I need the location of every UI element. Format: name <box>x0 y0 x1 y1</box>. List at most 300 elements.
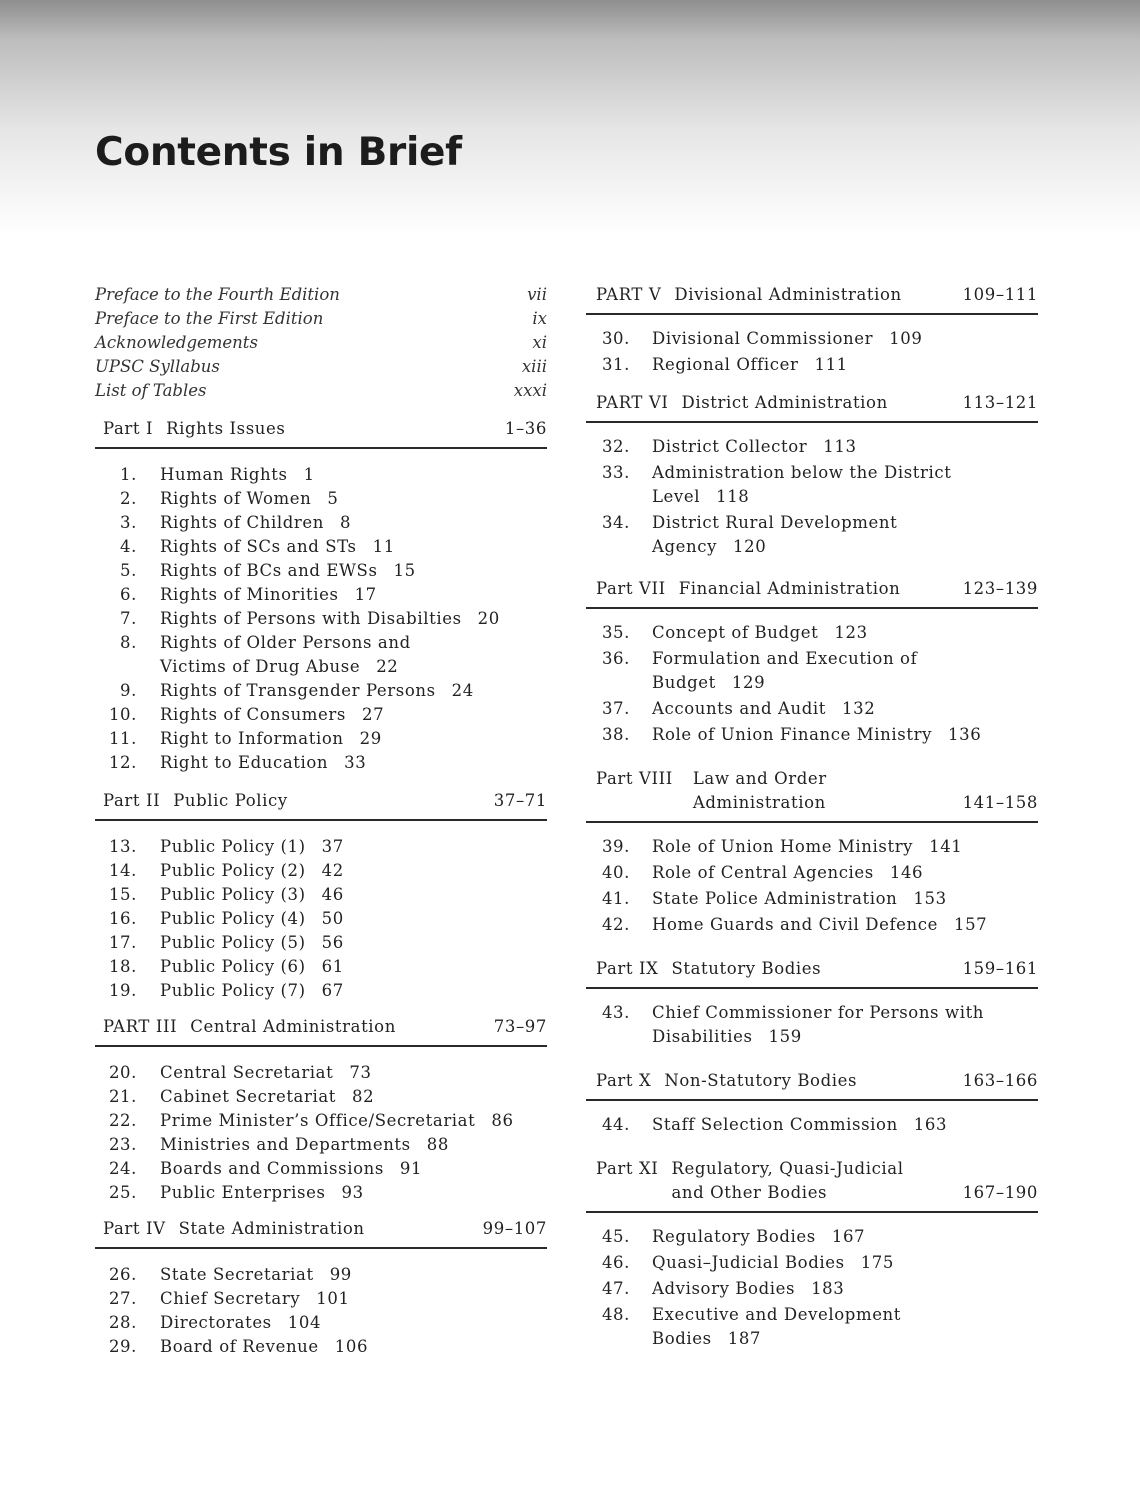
part-heading[interactable] <box>95 789 547 821</box>
chapter-number: 28. <box>108 1313 137 1332</box>
chapter-item[interactable] <box>95 703 547 727</box>
chapter-number: 37. <box>601 699 630 718</box>
chapter-item[interactable] <box>95 835 547 859</box>
chapter-number: 10. <box>108 705 137 724</box>
chapter-item[interactable] <box>586 835 1038 859</box>
chapter-page: 136 <box>948 725 982 744</box>
chapter-list <box>586 1101 1038 1137</box>
chapter-page: 11 <box>372 537 395 556</box>
chapter-title: Boards and Commissions <box>160 1159 384 1178</box>
chapter-entry <box>160 955 344 979</box>
chapter-title: Rights of Minorities <box>160 585 339 604</box>
chapter-number: 18. <box>108 957 137 976</box>
part-heading[interactable] <box>586 577 1038 609</box>
chapter-number: 12. <box>108 753 137 772</box>
chapter-entry <box>160 859 344 883</box>
chapter-entry <box>652 861 923 885</box>
chapter-item[interactable] <box>95 535 547 559</box>
part-title: Divisional Administration <box>674 285 902 304</box>
chapter-page: 187 <box>727 1329 762 1348</box>
chapter-number: 14. <box>108 861 137 880</box>
chapter-page: 101 <box>316 1289 350 1308</box>
chapter-title: Public Policy (1) <box>160 837 306 856</box>
chapter-number: 43. <box>601 1003 630 1022</box>
chapter-entry <box>160 907 344 931</box>
chapter-title: Rights of Transgender Persons <box>160 681 436 700</box>
part-heading[interactable] <box>586 957 1038 989</box>
chapter-title: Rights of Persons with Disabilties <box>160 609 462 628</box>
chapter-item[interactable] <box>95 727 547 751</box>
chapter-page: 123 <box>834 623 868 642</box>
chapter-item[interactable] <box>586 861 1038 885</box>
chapter-item[interactable] <box>95 559 547 583</box>
part-name <box>596 1157 941 1205</box>
chapter-number: 41. <box>601 889 630 908</box>
chapter-entry <box>652 647 992 695</box>
chapter-title: Public Policy (4) <box>160 909 306 928</box>
chapter-page: 1 <box>303 465 315 484</box>
chapter-list <box>586 989 1038 1049</box>
chapter-page: 22 <box>376 657 399 676</box>
part-title: Statutory Bodies <box>671 959 822 978</box>
chapter-number: 26. <box>108 1265 137 1284</box>
chapter-page: 50 <box>321 909 344 928</box>
part-title: Non-Statutory Bodies <box>664 1071 858 1090</box>
chapter-item[interactable] <box>586 1225 1038 1249</box>
front-matter-item[interactable] <box>95 331 547 355</box>
chapter-entry <box>652 1277 844 1301</box>
chapter-list <box>586 315 1038 377</box>
part-heading[interactable] <box>586 391 1038 423</box>
chapter-title: Regional Officer <box>652 355 799 374</box>
chapter-page: 175 <box>860 1253 894 1272</box>
chapter-item[interactable] <box>95 511 547 535</box>
chapter-title: Role of Union Finance Ministry <box>652 725 932 744</box>
part-heading[interactable] <box>586 1157 1038 1213</box>
chapter-item[interactable] <box>95 583 547 607</box>
chapter-page: 73 <box>349 1063 372 1082</box>
chapter-page: 183 <box>811 1279 845 1298</box>
chapter-number: 31. <box>601 355 630 374</box>
part-heading[interactable] <box>95 417 547 449</box>
chapter-number: 6. <box>120 585 137 604</box>
chapter-title: Public Policy (3) <box>160 885 306 904</box>
chapter-entry <box>160 1181 364 1205</box>
chapter-number: 35. <box>601 623 630 642</box>
part-page-range: 123–139 <box>962 579 1038 598</box>
chapter-number: 38. <box>601 725 630 744</box>
chapter-entry <box>160 1109 514 1133</box>
chapter-page: 111 <box>814 355 848 374</box>
chapter-item[interactable] <box>95 1109 547 1133</box>
chapter-page: 104 <box>287 1313 322 1332</box>
chapter-title: Role of Union Home Ministry <box>652 837 914 856</box>
chapter-title: Public Enterprises <box>160 1183 326 1202</box>
chapter-item[interactable] <box>95 751 547 775</box>
chapter-number: 16. <box>108 909 137 928</box>
chapter-title: Rights of SCs and STs <box>160 537 357 556</box>
part-section <box>95 789 547 1003</box>
part-page-range: 113–121 <box>962 393 1038 412</box>
part-page-range: 141–158 <box>962 793 1038 812</box>
chapter-entry <box>160 1335 368 1359</box>
chapter-number: 11. <box>108 729 137 748</box>
part-name <box>596 1069 857 1093</box>
chapter-title: Directorates <box>160 1313 272 1332</box>
chapter-entry <box>652 697 875 721</box>
chapter-number: 47. <box>601 1279 630 1298</box>
chapter-number: 45. <box>601 1227 630 1246</box>
chapter-title: Rights of Consumers <box>160 705 346 724</box>
chapter-number: 30. <box>601 329 630 348</box>
part-title: Central Administration <box>190 1017 396 1036</box>
chapter-item[interactable] <box>586 913 1038 937</box>
chapter-item[interactable] <box>586 511 1038 559</box>
chapter-item[interactable] <box>95 859 547 883</box>
chapter-page: 163 <box>913 1115 948 1134</box>
part-label: Part VIII <box>596 769 673 788</box>
chapter-number: 36. <box>601 649 630 668</box>
part-label: Part IV <box>103 1219 166 1238</box>
chapter-item[interactable] <box>95 931 547 955</box>
part-label: PART V <box>596 285 662 304</box>
chapter-item[interactable] <box>95 1085 547 1109</box>
chapter-entry <box>160 979 344 1003</box>
part-name <box>596 283 902 307</box>
part-heading[interactable] <box>95 1015 547 1047</box>
page-title: Contents in Brief <box>95 130 462 175</box>
part-label: PART VI <box>596 393 669 412</box>
front-matter-title: List of Tables <box>95 381 207 400</box>
chapter-item[interactable] <box>95 1263 547 1287</box>
front-matter-title: Preface to the Fourth Edition <box>95 285 340 304</box>
chapter-page: 27 <box>361 705 385 724</box>
chapter-title: Chief Secretary <box>160 1289 301 1308</box>
chapter-item[interactable] <box>586 697 1038 721</box>
chapter-entry <box>160 883 344 907</box>
chapter-entry <box>160 631 440 679</box>
chapter-page: 82 <box>352 1087 375 1106</box>
part-section <box>95 417 547 775</box>
chapter-entry <box>160 751 366 775</box>
chapter-item[interactable] <box>95 907 547 931</box>
part-page-range: 163–166 <box>962 1071 1038 1090</box>
chapter-title: Executive and Development Bodies <box>652 1305 902 1348</box>
chapter-entry <box>160 1311 321 1335</box>
chapter-page: 42 <box>321 861 344 880</box>
front-matter-page: xxxi <box>513 381 547 400</box>
header-band <box>0 0 1140 240</box>
part-page-range: 99–107 <box>482 1219 547 1238</box>
part-name <box>103 1217 365 1241</box>
chapter-list <box>586 823 1038 937</box>
part-section <box>586 957 1038 1049</box>
part-page-range: 73–97 <box>493 1017 547 1036</box>
part-heading[interactable] <box>586 1069 1038 1101</box>
chapter-title: Public Policy (6) <box>160 957 306 976</box>
part-section <box>586 283 1038 377</box>
chapter-item[interactable] <box>95 883 547 907</box>
front-matter-page: ix <box>532 309 547 328</box>
chapter-title: Divisional Commissioner <box>652 329 874 348</box>
chapter-item[interactable] <box>586 435 1038 459</box>
chapter-entry <box>652 461 992 509</box>
chapter-item[interactable] <box>586 1251 1038 1275</box>
chapter-item[interactable] <box>586 1277 1038 1301</box>
chapter-title: Quasi–Judicial Bodies <box>652 1253 845 1272</box>
chapter-item[interactable] <box>586 647 1038 695</box>
chapter-item[interactable] <box>95 1335 547 1359</box>
chapter-number: 9. <box>120 681 137 700</box>
part-title: Law and Order Administration <box>692 769 827 812</box>
chapter-title: Cabinet Secretariat <box>160 1087 337 1106</box>
part-title: Financial Administration <box>678 579 901 598</box>
chapter-title: Public Policy (7) <box>160 981 306 1000</box>
chapter-title: Public Policy (2) <box>160 861 306 880</box>
part-name <box>596 577 900 601</box>
chapter-page: 106 <box>334 1337 369 1356</box>
chapter-page: 86 <box>491 1111 514 1130</box>
chapter-page: 29 <box>359 729 382 748</box>
front-matter-page: vii <box>527 285 547 304</box>
chapter-number: 24. <box>108 1159 137 1178</box>
chapter-item[interactable] <box>586 621 1038 645</box>
chapter-number: 23. <box>108 1135 137 1154</box>
front-matter-item[interactable] <box>95 379 547 403</box>
chapter-title: Chief Commissioner for Persons with Disabilities <box>652 1003 985 1046</box>
chapter-page: 88 <box>426 1135 449 1154</box>
chapter-title: State Police Administration <box>652 889 898 908</box>
part-label: Part VII <box>596 579 666 598</box>
chapter-title: Staff Selection Commission <box>652 1115 898 1134</box>
chapter-item[interactable] <box>95 1287 547 1311</box>
chapter-title: State Secretariat <box>160 1265 314 1284</box>
part-title: Rights Issues <box>166 419 286 438</box>
chapter-item[interactable] <box>586 1303 1038 1351</box>
chapter-page: 17 <box>354 585 377 604</box>
chapter-entry <box>160 1287 350 1311</box>
chapter-number: 40. <box>601 863 630 882</box>
chapter-item[interactable] <box>586 1113 1038 1137</box>
chapter-page: 167 <box>831 1227 866 1246</box>
chapter-page: 5 <box>327 489 339 508</box>
chapter-number: 15. <box>108 885 137 904</box>
front-matter-page: xi <box>532 333 547 352</box>
chapter-page: 8 <box>339 513 352 532</box>
chapter-page: 141 <box>929 837 963 856</box>
part-title: Public Policy <box>173 791 288 810</box>
part-page-range: 167–190 <box>962 1183 1038 1202</box>
part-section <box>586 1069 1038 1137</box>
part-name <box>103 417 285 441</box>
chapter-item[interactable] <box>586 327 1038 351</box>
part-section <box>586 391 1038 559</box>
chapter-entry <box>160 1263 352 1287</box>
chapter-title: Human Rights <box>160 465 288 484</box>
chapter-item[interactable] <box>586 887 1038 911</box>
chapter-item[interactable] <box>586 461 1038 509</box>
front-matter-item[interactable] <box>95 283 547 307</box>
chapter-item[interactable] <box>95 1133 547 1157</box>
chapter-number: 25. <box>108 1183 137 1202</box>
part-label: Part I <box>103 419 154 438</box>
part-label: Part XI <box>596 1159 659 1178</box>
part-label: Part II <box>103 791 161 810</box>
chapter-number: 33. <box>601 463 630 482</box>
chapter-list <box>586 1213 1038 1351</box>
chapter-number: 22. <box>108 1111 137 1130</box>
chapter-item[interactable] <box>95 1061 547 1085</box>
chapter-title: Rights of Older Persons and Victims of Drug Abuse <box>160 633 411 676</box>
chapter-entry <box>160 835 344 859</box>
chapter-entry <box>652 913 987 937</box>
chapter-item[interactable] <box>95 631 547 679</box>
chapter-page: 56 <box>321 933 344 952</box>
chapter-title: Home Guards and Civil Defence <box>652 915 938 934</box>
chapter-entry <box>652 511 992 559</box>
chapter-entry <box>160 583 377 607</box>
chapter-number: 39. <box>601 837 630 856</box>
front-matter-title: Acknowledgements <box>95 333 258 352</box>
chapter-item[interactable] <box>95 1181 547 1205</box>
part-section <box>586 1157 1038 1351</box>
chapter-number: 29. <box>108 1337 137 1356</box>
chapter-entry <box>160 679 474 703</box>
chapter-list <box>95 449 547 775</box>
part-page-range: 1–36 <box>504 419 547 438</box>
chapter-title: Rights of Children <box>160 513 324 532</box>
chapter-title: Role of Central Agencies <box>652 863 874 882</box>
chapter-item[interactable] <box>95 679 547 703</box>
chapter-entry <box>160 535 395 559</box>
chapter-number: 46. <box>601 1253 630 1272</box>
chapter-number: 5. <box>120 561 137 580</box>
chapter-entry <box>652 1113 947 1137</box>
chapter-item[interactable] <box>586 723 1038 747</box>
chapter-item[interactable] <box>95 1311 547 1335</box>
part-name <box>103 1015 396 1039</box>
chapter-list <box>95 1047 547 1205</box>
chapter-title: District Collector <box>652 437 808 456</box>
chapter-title: Advisory Bodies <box>652 1279 796 1298</box>
chapter-entry <box>160 1133 449 1157</box>
chapter-entry <box>160 703 384 727</box>
chapter-page: 99 <box>329 1265 352 1284</box>
chapter-page: 37 <box>321 837 344 856</box>
chapter-page: 159 <box>768 1027 802 1046</box>
part-label: PART III <box>103 1017 178 1036</box>
chapter-number: 42. <box>601 915 630 934</box>
chapter-page: 33 <box>344 753 367 772</box>
chapter-entry <box>652 1225 865 1249</box>
part-label: Part X <box>596 1071 652 1090</box>
chapter-title: Board of Revenue <box>160 1337 319 1356</box>
chapter-item[interactable] <box>95 607 547 631</box>
chapter-page: 24 <box>451 681 474 700</box>
chapter-item[interactable] <box>95 1157 547 1181</box>
chapter-title: Concept of Budget <box>652 623 819 642</box>
chapter-title: Rights of BCs and EWSs <box>160 561 378 580</box>
chapter-item[interactable] <box>586 1001 1038 1049</box>
chapter-entry <box>160 1061 372 1085</box>
right-column <box>586 283 1038 1353</box>
part-name <box>103 789 288 813</box>
chapter-page: 61 <box>321 957 344 976</box>
chapter-page: 109 <box>889 329 923 348</box>
chapter-title: Ministries and Departments <box>160 1135 411 1154</box>
chapter-page: 132 <box>842 699 876 718</box>
chapter-number: 8. <box>120 633 137 652</box>
chapter-item[interactable] <box>95 487 547 511</box>
chapter-entry <box>652 435 857 459</box>
part-heading[interactable] <box>586 283 1038 315</box>
part-section <box>95 1217 547 1359</box>
chapter-page: 67 <box>321 981 344 1000</box>
chapter-title: Regulatory Bodies <box>652 1227 816 1246</box>
chapter-entry <box>160 1085 374 1109</box>
chapter-entry <box>652 1001 992 1049</box>
part-name <box>596 767 853 815</box>
part-title: Regulatory, Quasi-Judicial and Other Bodies <box>671 1159 904 1202</box>
part-section <box>586 767 1038 937</box>
part-page-range: 159–161 <box>962 959 1038 978</box>
chapter-entry <box>160 559 416 583</box>
chapter-page: 157 <box>953 915 988 934</box>
front-matter-title: UPSC Syllabus <box>95 357 220 376</box>
chapter-title: Right to Information <box>160 729 344 748</box>
chapter-page: 46 <box>321 885 344 904</box>
chapter-title: Rights of Women <box>160 489 312 508</box>
chapter-number: 34. <box>601 513 630 532</box>
chapter-page: 146 <box>889 863 924 882</box>
part-heading[interactable] <box>586 767 1038 823</box>
chapter-item[interactable] <box>95 463 547 487</box>
chapter-entry <box>160 463 315 487</box>
part-page-range: 37–71 <box>493 791 547 810</box>
chapter-page: 113 <box>823 437 857 456</box>
chapter-item[interactable] <box>95 955 547 979</box>
chapter-entry <box>652 327 922 351</box>
chapter-page: 129 <box>731 673 766 692</box>
chapter-entry <box>652 1251 894 1275</box>
part-name <box>596 957 821 981</box>
part-section <box>95 1015 547 1205</box>
chapter-title: Administration below the District Level <box>652 463 952 506</box>
chapter-title: Prime Minister’s Office/Secretariat <box>160 1111 476 1130</box>
chapter-entry <box>652 1303 992 1351</box>
chapter-entry <box>160 1157 422 1181</box>
chapter-item[interactable] <box>95 979 547 1003</box>
part-name <box>596 391 888 415</box>
chapter-number: 20. <box>108 1063 137 1082</box>
part-label: Part IX <box>596 959 659 978</box>
chapter-number: 3. <box>120 513 137 532</box>
chapter-item[interactable] <box>586 353 1038 377</box>
chapter-number: 4. <box>120 537 137 556</box>
chapter-list <box>95 821 547 1003</box>
chapter-number: 2. <box>120 489 137 508</box>
chapter-number: 17. <box>108 933 137 952</box>
chapter-number: 13. <box>108 837 137 856</box>
chapter-title: Formulation and Execution of Budget <box>652 649 918 692</box>
chapter-entry <box>160 727 382 751</box>
part-heading[interactable] <box>95 1217 547 1249</box>
chapter-number: 21. <box>108 1087 137 1106</box>
front-matter-item[interactable] <box>95 355 547 379</box>
front-matter-list <box>95 283 547 403</box>
front-matter-item[interactable] <box>95 307 547 331</box>
chapter-title: Right to Education <box>160 753 329 772</box>
